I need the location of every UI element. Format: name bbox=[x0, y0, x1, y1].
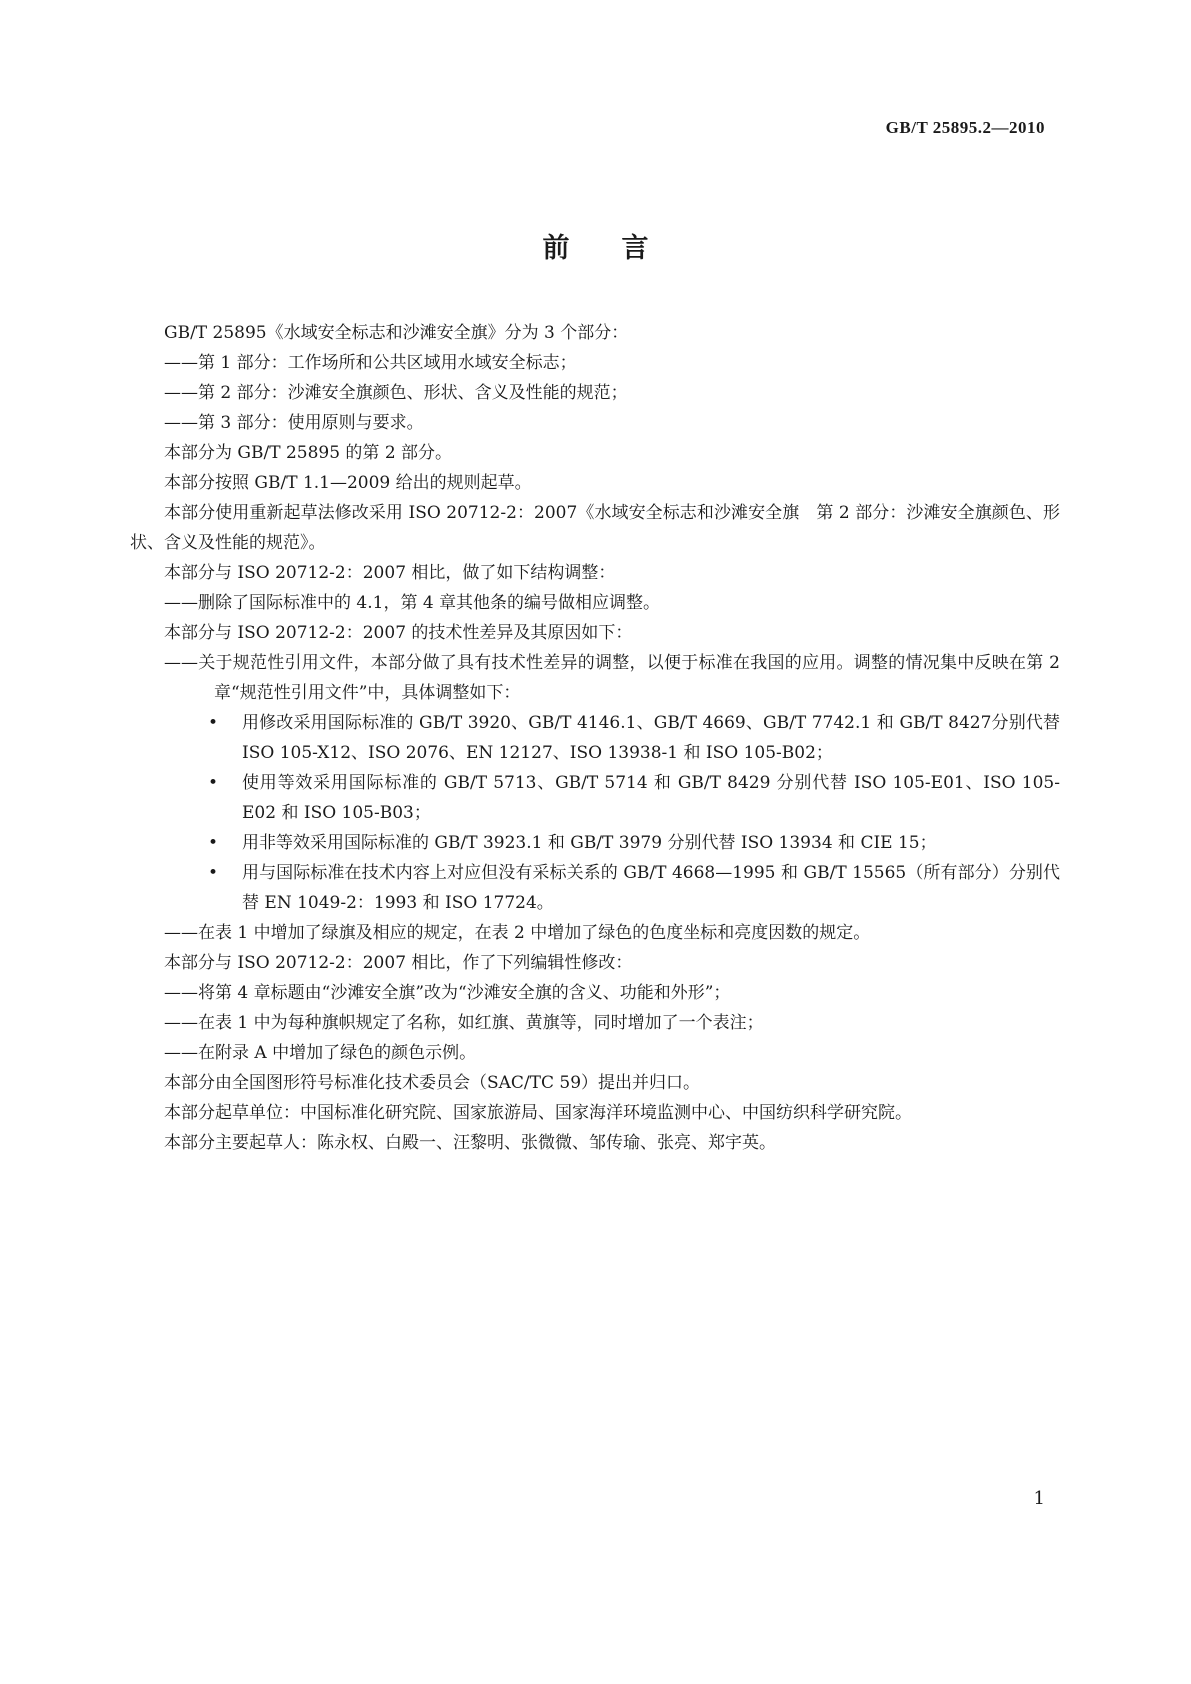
list-item-flag-names: ——在表 1 中为每种旗帜规定了名称，如红旗、黄旗等，同时增加了一个表注； bbox=[164, 1013, 764, 1033]
list-item-normative-refs: ——关于规范性引用文件，本部分做了具有技术性差异的调整，以便于标准在我国的应用。调整的情况集中反映在第 2 章“规范性引用文件”中，具体调整如下： bbox=[164, 653, 1060, 703]
paragraph-part-statement: 本部分为 GB/T 25895 的第 2 部分。 bbox=[164, 443, 453, 463]
paragraph-drafting-rules: 本部分按照 GB/T 1.1—2009 给出的规则起草。 bbox=[164, 473, 532, 493]
bullet-text: 用与国际标准在技术内容上对应但没有采标关系的 GB/T 4668—1995 和 GB/T 15565（所有部分）分别代替 EN 1049-2：1993 和 ISO 17724。 bbox=[242, 863, 1060, 913]
list-item-chapter-title: ——将第 4 章标题由“沙滩安全旗”改为“沙滩安全旗的含义、功能和外形”； bbox=[164, 983, 731, 1003]
list-item-part2: ——第 2 部分：沙滩安全旗颜色、形状、含义及性能的规范； bbox=[164, 383, 628, 403]
bullet-text: 使用等效采用国际标准的 GB/T 5713、GB/T 5714 和 GB/T 8429 分别代替 ISO 105-E01、ISO 105-E02 和 ISO 105-B03； bbox=[242, 773, 1060, 823]
page-number: 1 bbox=[1033, 1488, 1045, 1509]
list-item-annex-green: ——在附录 A 中增加了绿色的颜色示例。 bbox=[164, 1043, 477, 1063]
paragraph-editorial: 本部分与 ISO 20712-2：2007 相比，作了下列编辑性修改： bbox=[164, 953, 633, 973]
document-body bbox=[130, 318, 1060, 1158]
paragraph-drafting-units: 本部分起草单位：中国标准化研究院、国家旅游局、国家海洋环境监测中心、中国纺织科学研究院。 bbox=[164, 1103, 912, 1123]
bullet-icon: • bbox=[208, 863, 219, 883]
standard-code-header: GB/T 25895.2—2010 bbox=[885, 118, 1045, 137]
paragraph-proposer: 本部分由全国图形符号标准化技术委员会（SAC/TC 59）提出并归口。 bbox=[164, 1073, 701, 1093]
bullet-text: 用非等效采用国际标准的 GB/T 3923.1 和 GB/T 3979 分别代替 ISO 13934 和 CIE 15； bbox=[242, 833, 937, 853]
list-item-green-flag: ——在表 1 中增加了绿旗及相应的规定，在表 2 中增加了绿色的色度坐标和亮度因数的规定。 bbox=[164, 923, 871, 943]
list-item-part1: ——第 1 部分：工作场所和公共区域用水域安全标志； bbox=[164, 353, 577, 373]
paragraph-structural: 本部分与 ISO 20712-2：2007 相比，做了如下结构调整： bbox=[164, 563, 616, 583]
bullet-icon: • bbox=[208, 773, 219, 793]
list-item-structural: ——删除了国际标准中的 4.1，第 4 章其他条的编号做相应调整。 bbox=[164, 593, 661, 613]
bullet-text: 用修改采用国际标准的 GB/T 3920、GB/T 4146.1、GB/T 4669、GB/T 7742.1 和 GB/T 8427分别代替 ISO 105-X12、ISO 2076、EN 12127、ISO 13938-1 和 ISO 105-B02； bbox=[242, 713, 1060, 763]
bullet-item bbox=[130, 768, 1060, 828]
bullet-item bbox=[130, 828, 1060, 858]
page-title: 前言 bbox=[542, 233, 701, 264]
paragraph-drafters: 本部分主要起草人：陈永权、白殿一、汪黎明、张微微、邹传瑜、张亮、郑宇英。 bbox=[164, 1133, 776, 1153]
paragraph-adoption: 本部分使用重新起草法修改采用 ISO 20712-2：2007《水域安全标志和沙滩安全旗 第 2 部分：沙滩安全旗颜色、形状、含义及性能的规范》。 bbox=[130, 503, 1060, 553]
bullet-icon: • bbox=[208, 833, 219, 853]
list-item-part3: ——第 3 部分：使用原则与要求。 bbox=[164, 413, 424, 433]
bullet-icon: • bbox=[208, 713, 219, 733]
bullet-list bbox=[130, 708, 1060, 918]
bullet-item bbox=[130, 858, 1060, 918]
paragraph-technical: 本部分与 ISO 20712-2：2007 的技术性差异及其原因如下： bbox=[164, 623, 633, 643]
paragraph-intro: GB/T 25895《水域安全标志和沙滩安全旗》分为 3 个部分： bbox=[164, 323, 629, 343]
bullet-item bbox=[130, 708, 1060, 768]
